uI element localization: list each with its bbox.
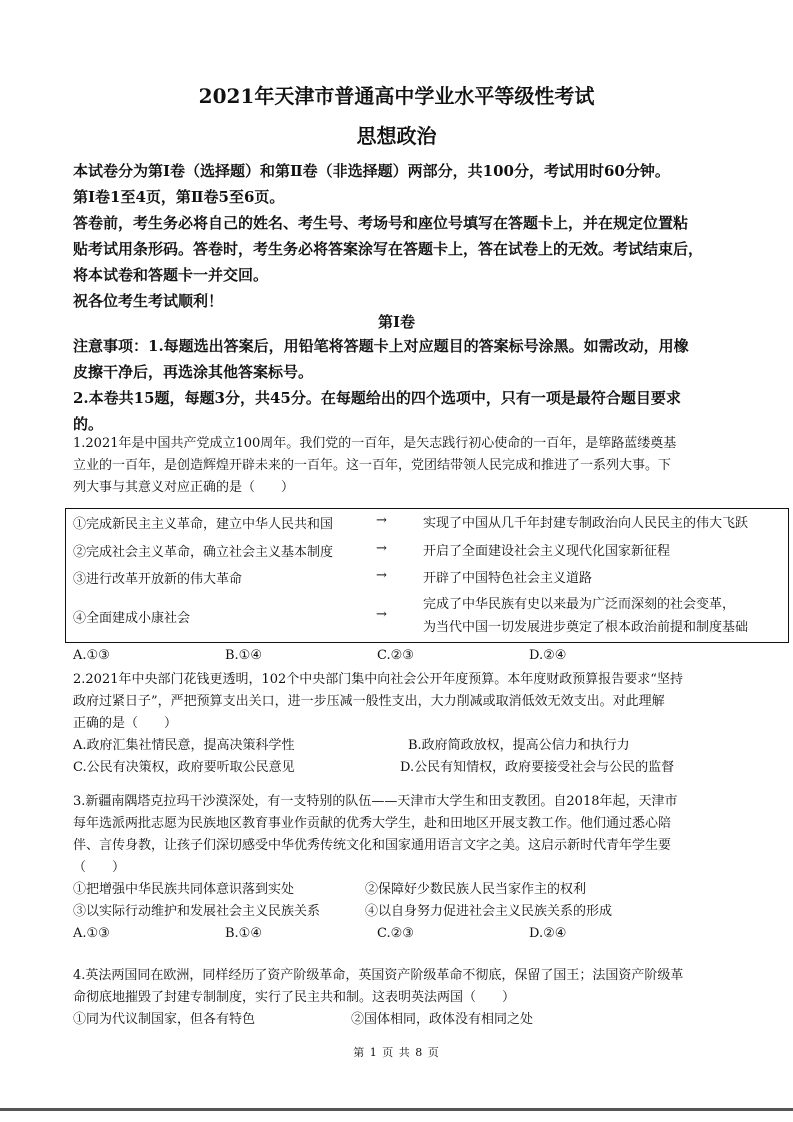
stem-line: 1.2021年是中国共产党成立100周年。我们党的一百年，是矢志践行初心使命的一百年，是筚路蓝缕奠基 xyxy=(73,436,677,451)
arrow-icon: → xyxy=(376,513,387,528)
stem-line: 每年选派两批志愿为民族地区教育事业作贡献的优秀大学生，赴和田地区开展支教工作。他们通过悉心陪 xyxy=(73,816,672,831)
notice-block xyxy=(73,333,733,437)
instruction-line: 答卷前，考生务必将自己的姓名、考生号、考场号和座位号填写在答题卡上，并在规定位置粘 xyxy=(73,214,689,232)
stem-line: 正确的是（ ） xyxy=(73,716,178,731)
instruction-line: 本试卷分为第Ⅰ卷（选择题）和第Ⅱ卷（非选择题）两部分，共100分，考试用时60分钟。 xyxy=(73,162,670,180)
instruction-line: 祝各位考生考试顺利！ xyxy=(73,292,224,310)
option-b[interactable]: B.①④ xyxy=(225,926,262,941)
stem-line: 伴、言传身教，让孩子们深切感受中华优秀传统文化和国家通用语言文字之美。这启示新时代青年学生要 xyxy=(73,838,672,853)
statement-4: ④以自身努力促进社会主义民族关系的形成 xyxy=(365,904,613,919)
table-meaning: 实现了中国从几千年封建专制政治向人民民主的伟大飞跃 xyxy=(423,516,749,531)
arrow-icon: → xyxy=(376,568,387,583)
stem-line: 立业的一百年，是创造辉煌开辟未来的一百年。这一百年，党团结带领人民完成和推进了一系列大事。下 xyxy=(73,458,672,473)
stem-line: （ ） xyxy=(73,860,126,875)
option-d[interactable]: D.公民有知情权，政府要接受社会与公民的监督 xyxy=(400,760,675,775)
table-meaning: 开启了全面建设社会主义现代化国家新征程 xyxy=(423,544,671,559)
arrow-icon: → xyxy=(376,607,387,622)
notice-line: 皮擦干净后，再选涂其他答案标号。 xyxy=(73,363,314,381)
notice-line: 2.本卷共15题，每题3分，共45分。在每题给出的四个选项中，只有一项是最符合题目要求 xyxy=(73,389,681,407)
option-a[interactable]: A.①③ xyxy=(73,648,110,663)
table-event: ①完成新民主主义革命，建立中华人民共和国 xyxy=(73,517,334,532)
option-c[interactable]: C.②③ xyxy=(377,648,414,663)
notice-line: 的。 xyxy=(73,415,104,433)
question-4 xyxy=(73,965,733,1031)
statement-1: ①把增强中华民族共同体意识落到实处 xyxy=(73,882,295,897)
instruction-line: 贴考试用条形码。答卷时，考生务必将答案涂写在答题卡上，答在试卷上的无效。考试结束后， xyxy=(73,240,704,258)
stem-line: 政府过紧日子”，严把预算支出关口，进一步压减一般性支出，大力削减或取消低效无效支出。对此理解 xyxy=(73,694,665,709)
table-meaning: 完成了中华民族有史以来最为广泛而深刻的社会变革， xyxy=(423,597,736,612)
exam-instructions xyxy=(73,158,733,314)
option-d[interactable]: D.②④ xyxy=(529,926,567,941)
stem-line: 4.英法两国同在欧洲，同样经历了资产阶级革命，英国资产阶级革命不彻底，保留了国王；法国资产阶级革 xyxy=(73,968,684,983)
instruction-line: 第Ⅰ卷1至4页，第Ⅱ卷5至6页。 xyxy=(73,188,285,206)
statement-2: ②保障好少数民族人民当家作主的权利 xyxy=(365,882,587,897)
table-meaning: 开辟了中国特色社会主义道路 xyxy=(423,571,593,586)
statement-3: ③以实际行动维护和发展社会主义民族关系 xyxy=(73,904,321,919)
notice-line: 注意事项：1.每题选出答案后，用铅笔将答题卡上对应题目的答案标号涂黑。如需改动，用橡 xyxy=(73,337,689,355)
option-c[interactable]: C.②③ xyxy=(377,926,414,941)
exam-title: 2021年天津市普通高中学业水平等级性考试 xyxy=(198,84,595,108)
exam-subject: 思想政治 xyxy=(356,124,437,148)
arrow-icon: → xyxy=(376,541,387,556)
question-3 xyxy=(73,791,733,945)
table-event: ②完成社会主义革命，确立社会主义基本制度 xyxy=(73,545,334,560)
question-1-options xyxy=(73,645,733,667)
option-c[interactable]: C.公民有决策权，政府要听取公民意见 xyxy=(73,760,295,775)
question-1-table xyxy=(65,508,789,643)
option-a[interactable]: A.①③ xyxy=(73,926,110,941)
stem-line: 命彻底地摧毁了封建专制制度，实行了民主共和制。这表明英法两国（ ） xyxy=(73,990,516,1005)
instruction-line: 将本试卷和答题卡一并交回。 xyxy=(73,266,269,284)
option-b[interactable]: B.政府简政放权，提高公信力和执行力 xyxy=(408,738,630,753)
page-bottom-divider xyxy=(0,1108,793,1111)
table-event: ③进行改革开放新的伟大革命 xyxy=(73,572,243,587)
stem-line: 2.2021年中央部门花钱更透明，102个中央部门集中向社会公开年度预算。本年度财政预算报告要求“坚持 xyxy=(73,672,683,687)
question-1-stem xyxy=(73,433,733,499)
stem-line: 3.新疆南隅塔克拉玛干沙漠深处，有一支特别的队伍——天津市大学生和田支教团。自2018年起，天津市 xyxy=(73,794,678,809)
stem-line: 列大事与其意义对应正确的是（ ） xyxy=(73,480,295,495)
table-meaning: 为当代中国一切发展进步奠定了根本政治前提和制度基础 xyxy=(423,620,749,635)
section-title: 第Ⅰ卷 xyxy=(377,313,416,331)
table-event: ④全面建成小康社会 xyxy=(73,611,191,626)
option-d[interactable]: D.②④ xyxy=(529,648,567,663)
option-a[interactable]: A.政府汇集社情民意，提高决策科学性 xyxy=(73,738,295,753)
statement-2: ②国体相同，政体没有相同之处 xyxy=(351,1012,534,1027)
option-b[interactable]: B.①④ xyxy=(225,648,262,663)
statement-1: ①同为代议制国家，但各有特色 xyxy=(73,1012,256,1027)
question-2 xyxy=(73,669,733,779)
page-number: 第 1 页 共 8 页 xyxy=(353,1046,440,1059)
